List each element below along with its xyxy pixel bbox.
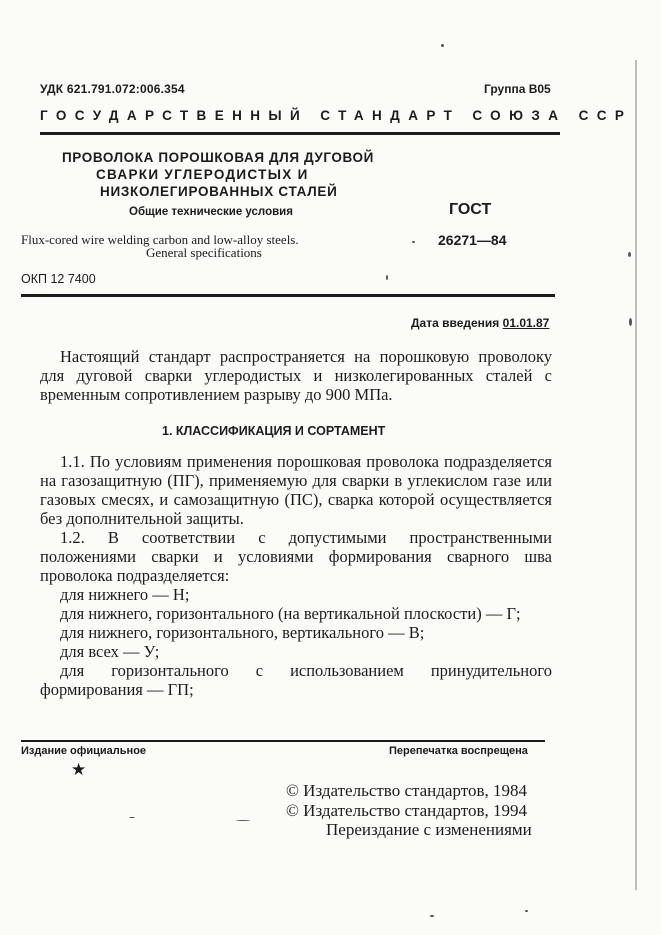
okp-code: ОКП 12 7400	[21, 272, 96, 286]
reprint-prohibited: Перепечатка воспрещена	[389, 745, 528, 757]
scan-speck	[628, 252, 631, 257]
date-intro	[411, 316, 549, 330]
list-item-g: для нижнего, горизонтального (на вертикальной плоскости) — Г;	[60, 604, 521, 623]
scan-speck	[441, 44, 444, 47]
intro-text: Настоящий стандарт распространяется на порошковую проволоку для дуговой сварки углеродистых и низколегированных сталей с временным сопротивлением разрыву до 900 МПа.	[40, 347, 552, 404]
state-standard-heading: ГОСУДАРСТВЕННЫЙ СТАНДАРТ СОЮЗА ССР	[40, 108, 633, 123]
group-code: Группа В05	[484, 82, 551, 96]
title-line-1: ПРОВОЛОКА ПОРОШКОВАЯ ДЛЯ ДУГОВОЙ	[62, 150, 374, 165]
title-line-3: НИЗКОЛЕГИРОВАННЫХ СТАЛЕЙ	[100, 184, 338, 199]
scan-speck	[525, 910, 528, 912]
scan-speck	[629, 318, 632, 326]
scan-speck	[129, 817, 135, 818]
date-intro-label: Дата введения	[411, 316, 500, 330]
paragraph-1-1: 1.1. По условиям применения порошковая проволока подразделяется на газозащитную (ПГ), применяемую для сварки в углекислом газе или газовых смесях, и самозащитную (ПС), сварка которой осуществляется без дополнительной защиты.	[40, 452, 552, 528]
title-line-2: СВАРКИ УГЛЕРОДИСТЫХ И	[96, 167, 309, 182]
list-item-gp: для горизонтального с использованием принудительного формирования — ГП;	[40, 661, 552, 699]
star-mark: ★	[71, 760, 87, 779]
scan-speck	[236, 820, 250, 821]
scan-speck	[386, 275, 388, 280]
title-english-line-2: General specifications	[146, 245, 262, 260]
date-intro-value: 01.01.87	[502, 316, 550, 330]
list-item-v: для нижнего, горизонтального, вертикального — В;	[60, 623, 425, 642]
reissue-note: Переиздание с изменениями	[326, 820, 532, 839]
udk-code: УДК 621.791.072:006.354	[40, 82, 185, 96]
title-rule	[21, 294, 555, 297]
list-item-n: для нижнего — Н;	[60, 585, 190, 604]
copyright-1984: © Издательство стандартов, 1984	[286, 781, 527, 800]
top-rule	[40, 132, 560, 135]
page-edge-shadow	[635, 60, 637, 890]
official-edition: Издание официальное	[21, 745, 147, 757]
section-1-heading: 1. КЛАССИФИКАЦИЯ И СОРТАМЕНТ	[162, 424, 386, 438]
footer-rule	[21, 740, 545, 742]
title-subtitle: Общие технические условия	[129, 206, 293, 218]
gost-label: ГОСТ	[449, 201, 492, 218]
paragraph-1-2: 1.2. В соответствии с допустимыми пространственными положениями сварки и условиями формирования сварного шва проволока подразделяется:	[40, 528, 552, 585]
title-english-line-1: Flux-cored wire welding carbon and low-alloy steels.	[21, 232, 299, 247]
gost-number: 26271—84	[438, 232, 507, 248]
intro-paragraph	[40, 347, 552, 404]
copyright-1994: © Издательство стандартов, 1994	[286, 801, 527, 820]
list-item-u: для всех — У;	[60, 642, 160, 661]
scan-speck	[412, 241, 415, 243]
section-1-body	[40, 452, 552, 699]
scan-speck	[430, 915, 434, 917]
